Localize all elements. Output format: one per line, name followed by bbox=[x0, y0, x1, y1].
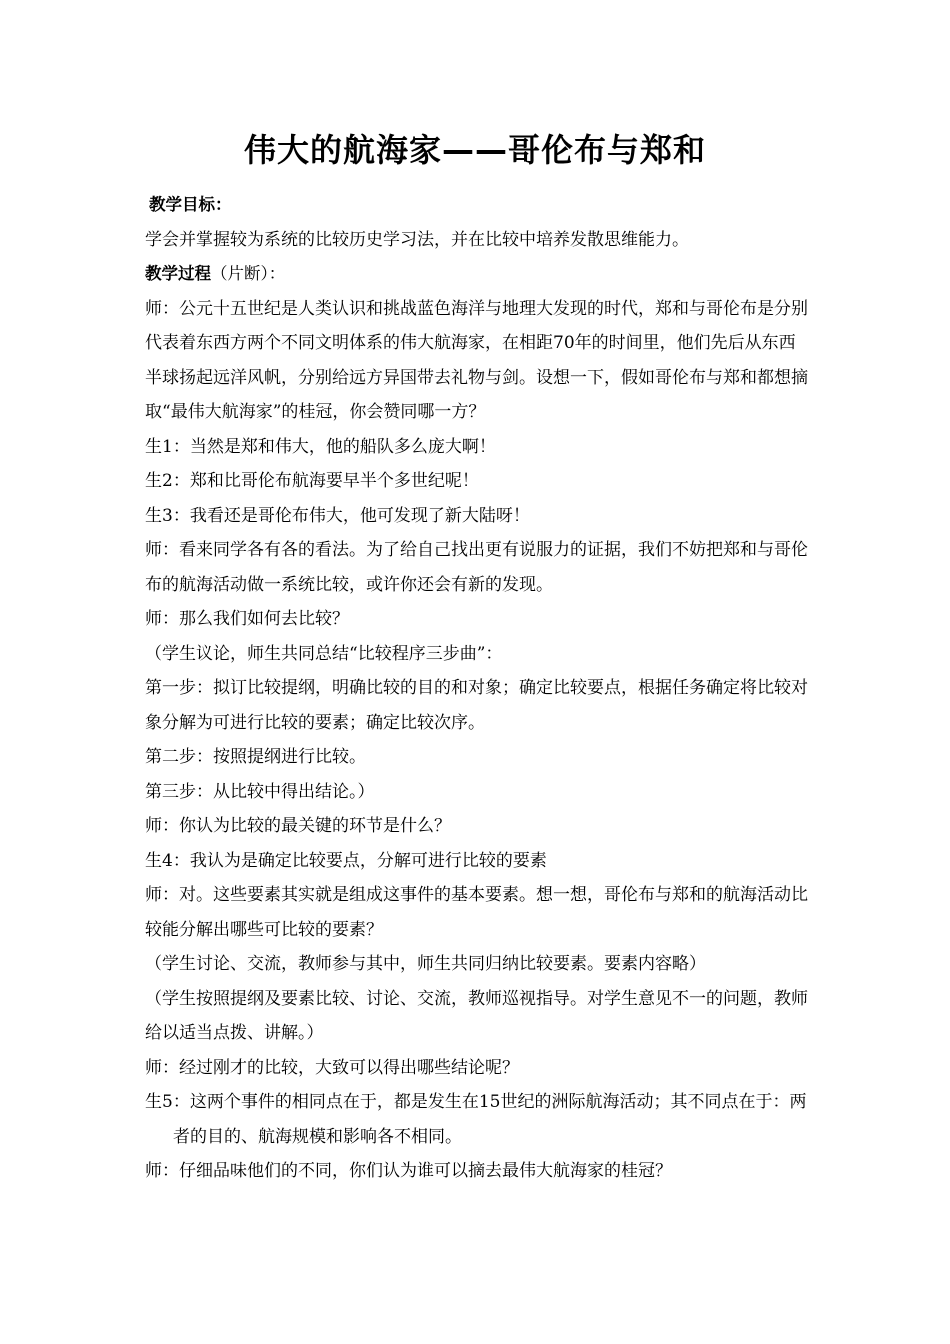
dialogue-paragraph: 生4：我认为是确定比较要点，分解可进行比较的要素 bbox=[145, 850, 547, 871]
dialogue-paragraph: 师：看来同学各有各的看法。为了给自己找出更有说服力的证据，我们不妨把郑和与哥伦布的航海活动做一系统比较，或许你还会有新的发现。 bbox=[145, 540, 808, 595]
dialogue-paragraph: （学生按照提纲及要素比较、讨论、交流，教师巡视指导。对学生意见不一的问题，教师给以适当点拨、讲解。） bbox=[145, 988, 808, 1043]
dialogue-paragraph: （学生议论，师生共同总结“比较程序三步曲”： bbox=[145, 643, 503, 664]
dialogue-paragraph: 师：对。这些要素其实就是组成这事件的基本要素。想一想，哥伦布与郑和的航海活动比较能分解出哪些可比较的要素？ bbox=[145, 885, 808, 940]
section-heading-goal: 教学目标： bbox=[149, 195, 232, 214]
dialogue-paragraph: 师：你认为比较的最关键的环节是什么？ bbox=[145, 816, 451, 836]
process-heading-note: （片断）： bbox=[211, 264, 286, 283]
dialogue-paragraph: 师：仔细品味他们的不同，你们认为谁可以摘去最伟大航海家的桂冠？ bbox=[145, 1161, 672, 1181]
page-title: 伟大的航海家——哥伦布与郑和 bbox=[243, 131, 706, 169]
dialogue-paragraph: 生5：这两个事件的相同点在于，都是发生在15世纪的洲际航海活动；其不同点在于：两者的目的、航海规模和影响各不相同。 bbox=[145, 1092, 807, 1147]
dialogue-paragraph: 师：公元十五世纪是人类认识和挑战蓝色海洋与地理大发现的时代，郑和与哥伦布是分别代表着东西方两个不同文明体系的伟大航海家，在相距70年的时间里，他们先后从东西半球扬起远洋风帆，分别给远方异国带去礼物与剑。设想一下，假如哥伦布与郑和都想摘取“最伟大航海家”的桂冠，你会赞同哪一方？ bbox=[145, 298, 808, 422]
dialogue-paragraph: 生2：郑和比哥伦布航海要早半个多世纪呢！ bbox=[145, 471, 479, 491]
process-heading-label: 教学过程 bbox=[145, 264, 211, 283]
dialogue-paragraph: 第一步：拟订比较提纲，明确比较的目的和对象；确定比较要点，根据任务确定将比较对象分解为可进行比较的要素；确定比较次序。 bbox=[145, 678, 808, 733]
dialogue-paragraph: 生1：当然是郑和伟大，他的船队多么庞大啊！ bbox=[145, 436, 496, 457]
section-heading-process bbox=[145, 257, 810, 292]
dialogue-paragraph: 第二步：按照提纲进行比较。 bbox=[145, 747, 366, 767]
dialogue-paragraph: 师：那么我们如何去比较？ bbox=[145, 609, 349, 629]
dialogue-paragraph: （学生讨论、交流，教师参与其中，师生共同归纳比较要素。要素内容略） bbox=[145, 954, 706, 974]
dialogue-paragraph: 生3：我看还是哥伦布伟大，他可发现了新大陆呀！ bbox=[145, 505, 530, 526]
goal-text: 学会并掌握较为系统的比较历史学习法，并在比较中培养发散思维能力。 bbox=[145, 229, 689, 250]
dialogue-paragraph: 师：经过刚才的比较，大致可以得出哪些结论呢？ bbox=[145, 1057, 519, 1078]
dialogue-paragraph: 第三步：从比较中得出结论。） bbox=[145, 781, 375, 802]
document-body bbox=[145, 188, 810, 1189]
